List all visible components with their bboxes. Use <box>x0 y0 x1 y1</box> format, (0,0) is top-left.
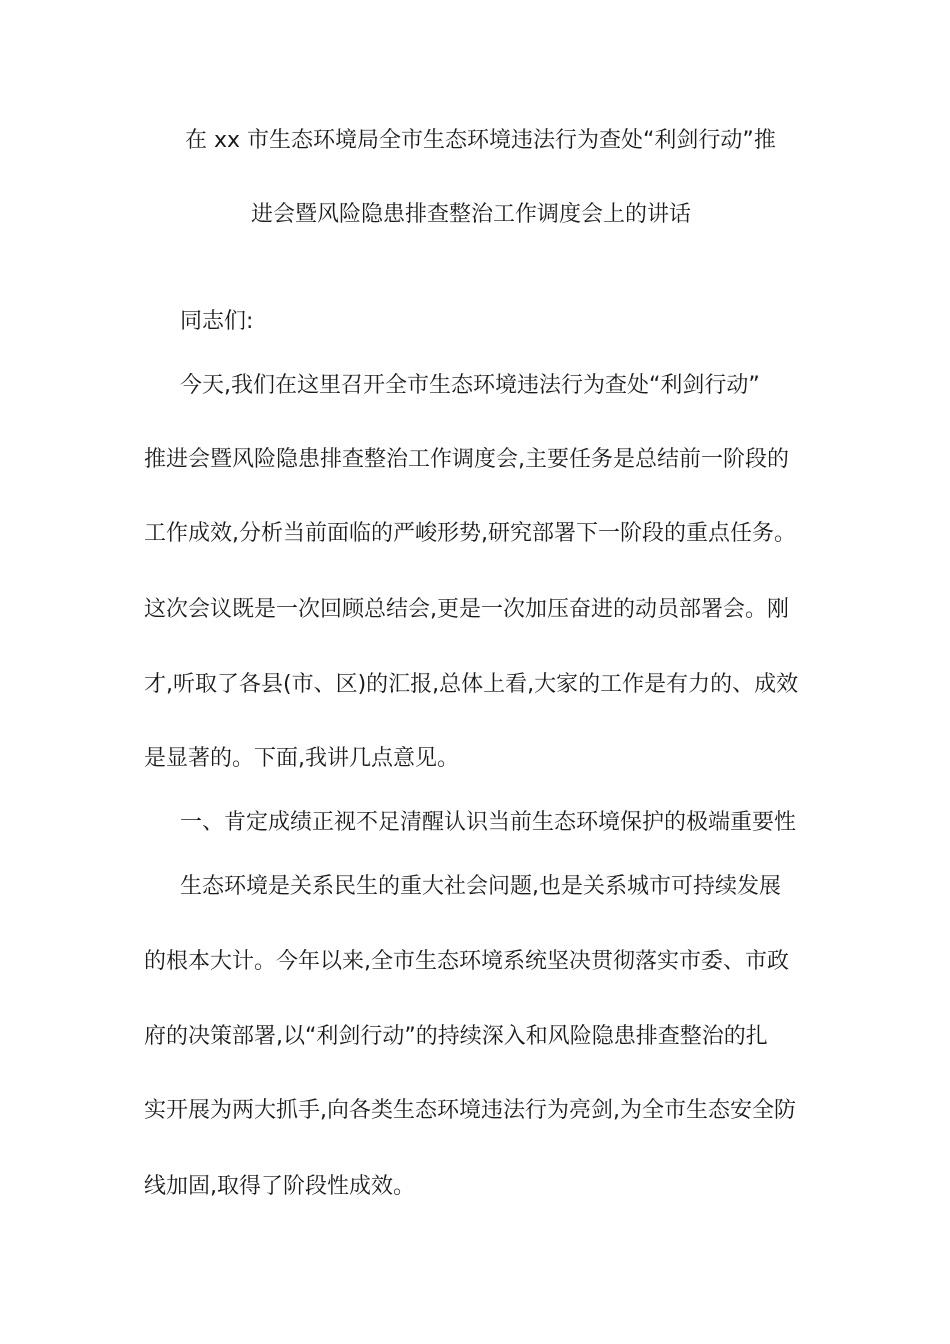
body-line: 线加固,取得了阶段性成效。 <box>144 1174 415 1199</box>
body-line: 这次会议既是一次回顾总结会,更是一次加压奋进的动员部署会。刚 <box>144 597 789 622</box>
body-line: 才,听取了各县(市、区)的汇报,总体上看,大家的工作是有力的、成效 <box>144 672 799 697</box>
body-line: 推进会暨风险隐患排查整治工作调度会,主要任务是总结前一阶段的 <box>144 447 789 472</box>
body-line: 实开展为两大抓手,向各类生态环境违法行为亮剑,为全市生态安全防 <box>144 1098 796 1123</box>
body-line: 府的决策部署,以“利剑行动”的持续深入和风险隐患排查整治的扎 <box>144 1024 768 1049</box>
salutation: 同志们: <box>180 309 254 334</box>
document-title-line-1: 在 xx 市生态环境局全市生态环境违法行为查处“利剑行动”推 <box>185 128 776 153</box>
section-heading: 一、肯定成绩正视不足清醒认识当前生态环境保护的极端重要性 <box>180 810 797 835</box>
body-line: 生态环境是关系民生的重大社会问题,也是关系城市可持续发展 <box>180 874 781 899</box>
body-line: 的根本大计。今年以来,全市生态环境系统坚决贯彻落实市委、市政 <box>144 949 789 974</box>
document-title-line-2: 进会暨风险隐患排查整治工作调度会上的讲话 <box>251 202 692 227</box>
body-line: 是显著的。下面,我讲几点意见。 <box>144 746 459 771</box>
body-line: 今天,我们在这里召开全市生态环境违法行为查处“利剑行动” <box>180 373 760 398</box>
body-line: 工作成效,分析当前面临的严峻形势,研究部署下一阶段的重点任务。 <box>144 521 796 546</box>
